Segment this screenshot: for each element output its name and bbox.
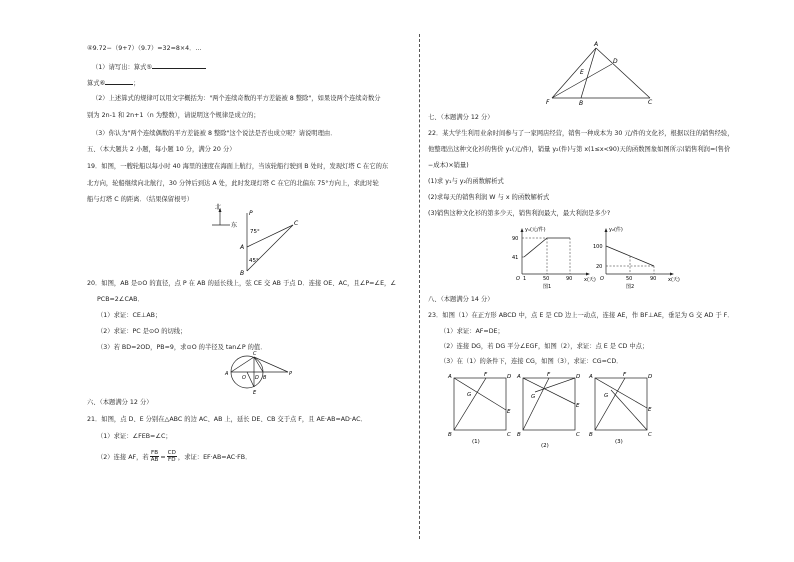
graph2-x90: 90 <box>650 276 657 282</box>
section-5-heading: 五、（本大题共 2 小题，每小题 10 分，满分 20 分） <box>87 146 236 153</box>
q19-line3: 船与灯塔 C 的距离．（结果保留根号） <box>87 196 193 203</box>
square-figure-3 <box>585 370 655 446</box>
graph1-x50: 50 <box>543 276 550 282</box>
figure-21 <box>542 40 662 106</box>
section-8-heading: 八、（本题满分 14 分） <box>428 296 494 303</box>
point-A: A <box>594 41 599 48</box>
caption-2: (2) <box>541 443 549 449</box>
point-G: G <box>531 394 536 400</box>
q19-line2: 北方向，轮船继续向北航行，30 分钟后到达 A 处，此时发现灯塔 C 在它的北偏东 75°方向上，求此时轮 <box>87 180 379 187</box>
point-D: D <box>255 375 259 381</box>
point-B: B <box>579 100 584 107</box>
q21-part2: （2）连接 AF，若 $\frac{FB}{AB}$ = $\frac{CD}{FD}$ ，求证：EF·AB=AC·FB． <box>97 450 252 464</box>
q23-part3: （3）在（1）的条件下，连接 CG，如图（3），求证：CG=CD． <box>440 358 623 365</box>
q20-part1: （1）求证：CE⊥AB； <box>97 312 162 319</box>
q22-part3: (3)销售这种文化衫的第多少天，销售利润最大，最大利润是多少? <box>428 210 611 217</box>
square-figure-1 <box>444 370 514 446</box>
point-C: C <box>648 432 652 438</box>
point-O: O <box>242 375 246 381</box>
column-divider <box>419 34 420 539</box>
graph-1 <box>510 226 595 288</box>
graph2-origin: O <box>600 276 604 282</box>
point-G: G <box>467 392 472 398</box>
point-E: E <box>507 409 511 415</box>
q23-part1: （1）求证：AF=DE； <box>440 328 504 335</box>
x-arrow-icon <box>586 273 590 276</box>
point-B: B <box>517 432 521 438</box>
figure-19 <box>205 203 315 278</box>
caption-3: (3) <box>615 439 623 445</box>
point-G: G <box>604 393 609 399</box>
q23-line1: 23．如图（1）在正方形 ABCD 中，点 E 是 CD 边上一动点，连接 AE，作 BF⊥AE，垂足为 G 交 AD 于 F． <box>428 312 734 319</box>
point-A: A <box>448 374 452 380</box>
point-A: A <box>240 244 245 251</box>
graph2-y20: 20 <box>596 264 603 270</box>
graph1-y90: 90 <box>512 236 519 242</box>
graph-2 <box>592 226 682 288</box>
q18-part2-line1: （2）上述算式的规律可以用文字概括为："两个连续奇数的平方差能被 8 整除"，如果设两个连续奇数分 <box>92 95 381 102</box>
caption-1: (1) <box>472 439 480 445</box>
angle-75: 75° <box>250 229 260 235</box>
q22-line2: 他整理出这种文化衫的售价 y₁(元/件)，销量 y₂(件)与第 x(1≤x<90)天的函数图象如图所示(销售利润=(售价 <box>428 146 731 153</box>
graph2-caption: 图2 <box>626 284 635 290</box>
q22-line1: 22．某大学生利用业余时间参与了一家网店经营，销售一种成本为 30 元/件的文化衫，根据以往的销售经验， <box>428 130 734 137</box>
q22-part1: (1)求 y₁与 y₂的函数解析式 <box>428 178 504 185</box>
point-D: D <box>613 58 618 65</box>
q18-part2-line2: 别为 2n-1 和 2n+1（n 为整数），请说明这个规律是成立的； <box>87 112 260 119</box>
q18-part1-prompt: （1）请写出：算式⑤ <box>92 62 206 72</box>
label-east: 东 <box>231 222 238 229</box>
q21-line1: 21．如图，点 D、E 分别在△ABC 的边 AC、AB 上，延长 DE、CB 交于点 F，且 AE·AB=AD·AC． <box>87 416 367 423</box>
graph2-xlabel: x(天) <box>668 277 680 283</box>
q18-part3: （3）你认为"两个连续偶数的平方差能被 8 整除"这个说法是否也成立呢？请说明理由． <box>92 130 337 137</box>
point-F: F <box>547 372 551 378</box>
point-P: P <box>249 210 253 217</box>
q19-line1: 19．如图，一艘轮船以每小时 40 海里的速度在海面上航行，当该轮船行驶到 B 处时，发现灯塔 C 在它的东 <box>87 163 389 170</box>
point-B: B <box>589 432 593 438</box>
answer-blank-6[interactable] <box>105 78 133 85</box>
fraction-fb-ab: $\frac{FB}{AB}$ <box>150 450 159 464</box>
section-6-heading: 六、（本题满分 12 分） <box>87 399 153 406</box>
point-E: E <box>253 390 257 396</box>
q21-part1: （1）求证：∠FEB=∠C； <box>97 433 172 440</box>
point-B: B <box>240 270 245 277</box>
q22-part2: (2)求每天的销售利润 W 与 x 的函数解析式 <box>428 194 550 201</box>
y-arrow-icon <box>521 228 524 232</box>
q20-line1: 20．如图，AB 是⊙O 的直径，点 P 在 AB 的延长线上，弦 CE 交 AB 于点 D．连接 OE、AC，且∠P=∠E，∠ <box>87 280 396 287</box>
point-E: E <box>648 407 652 413</box>
point-E: E <box>580 69 584 76</box>
label-north: 北 <box>215 204 222 211</box>
y-arrow-icon <box>605 228 608 232</box>
graph2-y100: 100 <box>593 244 603 250</box>
point-P: P <box>289 371 293 377</box>
graph1-x90: 90 <box>566 276 573 282</box>
point-C: C <box>576 432 580 438</box>
point-A: A <box>589 374 593 380</box>
point-B: B <box>448 432 452 438</box>
point-F: F <box>623 372 627 378</box>
formula-6-prompt: 算式⑥ ； <box>87 80 140 87</box>
point-C: C <box>294 220 299 227</box>
graph1-caption: 图1 <box>543 284 552 290</box>
point-E: E <box>576 403 580 409</box>
x-arrow-icon <box>670 273 674 276</box>
graph1-ylabel: y₁(元/件) <box>525 227 546 233</box>
q20-line2: PCB=2∠CAB． <box>97 296 144 303</box>
y1-rising-segment <box>524 238 547 257</box>
answer-blank-5[interactable] <box>152 62 206 69</box>
point-C: C <box>507 432 511 438</box>
graph1-xlabel: x(天) <box>584 277 596 283</box>
figure-20 <box>222 350 297 395</box>
square-figure-2 <box>513 370 583 450</box>
graph2-ylabel: y₂(件) <box>609 227 623 233</box>
angle-45: 45° <box>249 258 259 264</box>
section-7-heading: 七、（本题满分 12 分） <box>428 114 494 121</box>
point-A: A <box>225 371 229 377</box>
graph1-y41: 41 <box>512 255 519 261</box>
q20-part2: （2）求证：PC 是⊙O 的切线； <box>97 328 187 335</box>
point-F: F <box>484 372 488 378</box>
point-A: A <box>517 374 521 380</box>
point-C: C <box>648 99 653 106</box>
point-D: D <box>648 374 653 380</box>
q20-part3: （3）若 BD=2OD，PB=9，求⊙O 的半径及 tan∠P 的值． <box>97 344 267 351</box>
q22-line3: −成本)×销量) <box>428 162 469 169</box>
point-D: D <box>507 374 512 380</box>
q23-part2: （2）连接 DG，若 DG 平分∠EGF，如图（2），求证：点 E 是 CD 中点； <box>440 343 649 350</box>
point-F: F <box>546 99 550 106</box>
graph1-x1: 1 <box>523 276 527 282</box>
point-D: D <box>576 374 581 380</box>
point-B: B <box>263 375 267 381</box>
graph1-origin: O <box>516 276 520 282</box>
graph2-x50: 50 <box>626 276 633 282</box>
fraction-cd-fd: $\frac{CD}{FD}$ <box>167 450 176 464</box>
formula-line-4: ④9.72−（9+7）（9.7）=32=8×4．… <box>87 45 202 52</box>
point-C: C <box>253 351 257 357</box>
